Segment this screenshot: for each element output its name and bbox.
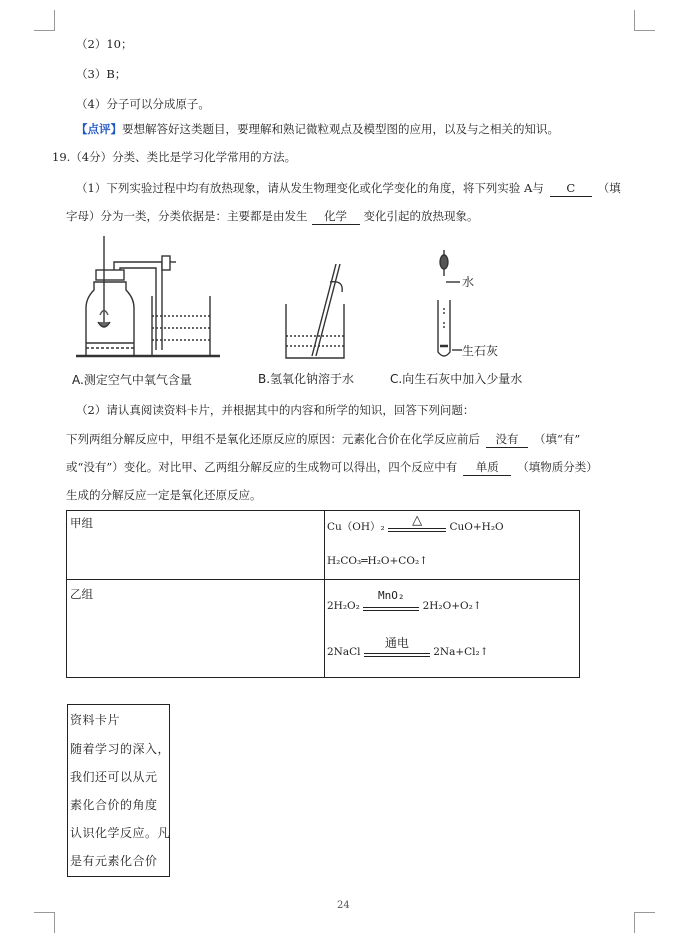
q19-part1-text-b: （填 [597, 181, 621, 195]
apparatus-a [76, 236, 220, 356]
reaction-h2o2-right: 2H₂O+O₂↑ [422, 600, 482, 612]
q19-part2-line4: 生成的分解反应一定是氧化还原反应。 [66, 488, 262, 502]
question-19-header: 19.（4分）分类、类比是学习化学常用的方法。 [52, 150, 297, 164]
q19-part2-text-b: （填“有” [534, 432, 581, 446]
comment-tag: 【点评】 [76, 122, 122, 136]
card-line: 素化合价的角度 [70, 798, 158, 812]
reaction-h2o2 [327, 589, 482, 612]
comment-text: 要想解答好这类题目，要理解和熟记微粒观点及模型图的应用，以及与之相关的知识。 [122, 122, 559, 136]
answer-blank-4: 单质 [463, 459, 511, 476]
card-line: 随着学习的深入， [70, 742, 171, 756]
group2-reactions-cell [325, 580, 580, 678]
group1-label: 甲组 [70, 516, 93, 530]
table-row [67, 580, 580, 678]
caption-c: C.向生石灰中加入少量水 [390, 372, 523, 386]
card-line: 认识化学反应。凡 [70, 826, 171, 840]
q19-part1-text-d: 变化引起的放热现象。 [363, 209, 479, 223]
corner-mark-bottom-right [634, 912, 655, 933]
group2-label-cell [67, 580, 325, 678]
apparatus-b [286, 264, 344, 358]
card-line: 我们还可以从元 [70, 770, 158, 784]
reaction-cuoh2-left: Cu（OH）₂ [327, 521, 385, 533]
card-line: 是有元素化合价 [70, 854, 158, 868]
reaction-arrow [363, 589, 419, 612]
q19-part2-text-a: 下列两组分解反应中，甲组不是氧化还原反应的原因：元素化合价在化学反应前后 [66, 432, 480, 446]
apparatus-c [438, 250, 462, 356]
q19-part1-text-a: （1）下列实验过程中均有放热现象，请从发生物理变化或化学变化的角度，将下列实验 A与 [76, 181, 544, 195]
answer-line-3: （3）B； [76, 67, 127, 81]
reaction-h2o2-left: 2H₂O₂ [327, 600, 360, 612]
experiment-figure [0, 0, 686, 400]
reaction-arrow [388, 513, 446, 533]
condition-electricity: 通电 [384, 636, 409, 650]
q19-part2-line1: （2）请认真阅读资料卡片，并根据其中的内容和所学的知识，回答下列问题： [76, 403, 475, 417]
group2-label: 乙组 [70, 587, 93, 601]
page-number: 24 [337, 900, 350, 911]
answer-line-4: （4）分子可以分成原子。 [76, 97, 210, 111]
label-water: 水 [462, 275, 475, 289]
group1-label-cell [67, 511, 325, 580]
group1-reactions-cell [325, 511, 580, 580]
reaction-nacl-left: 2NaCl [327, 646, 361, 658]
answer-blank-1: C [550, 180, 592, 197]
label-quicklime: 生石灰 [462, 344, 499, 358]
condition-heat: △ [412, 513, 423, 528]
caption-b: B.氢氧化钠溶于水 [258, 372, 355, 386]
reaction-cuoh2-right: CuO+H₂O [449, 521, 504, 533]
q19-part2-line2 [66, 431, 580, 448]
corner-mark-bottom-left [34, 912, 55, 933]
reaction-nacl [327, 636, 489, 658]
q19-part1-text-c: 字母）分为一类，分类依据是：主要都是由发生 [66, 209, 308, 223]
reaction-nacl-right: 2Na+Cl₂↑ [433, 646, 489, 658]
info-card [67, 704, 170, 877]
card-title: 资料卡片 [70, 713, 121, 727]
condition-catalyst: MnO₂ [377, 589, 405, 602]
answer-line-2: （2）10； [76, 37, 133, 51]
reaction-arrow [364, 636, 430, 658]
answer-blank-3: 没有 [486, 431, 528, 448]
q19-part2-line3 [66, 459, 598, 476]
q19-part2-text-d: （填物质分类） [517, 460, 598, 474]
q19-part2-text-c: 或“没有”）变化。对比甲、乙两组分解反应的生成物可以得出，四个反应中有 [66, 460, 458, 474]
reaction-h2co3: H₂CO₃═H₂O+CO₂↑ [327, 555, 428, 567]
table-row [67, 511, 580, 580]
answer-blank-2: 化学 [312, 208, 360, 225]
reaction-table [66, 510, 580, 678]
reaction-cuoh2 [327, 513, 504, 534]
caption-a: A.测定空气中氧气含量 [72, 373, 192, 387]
